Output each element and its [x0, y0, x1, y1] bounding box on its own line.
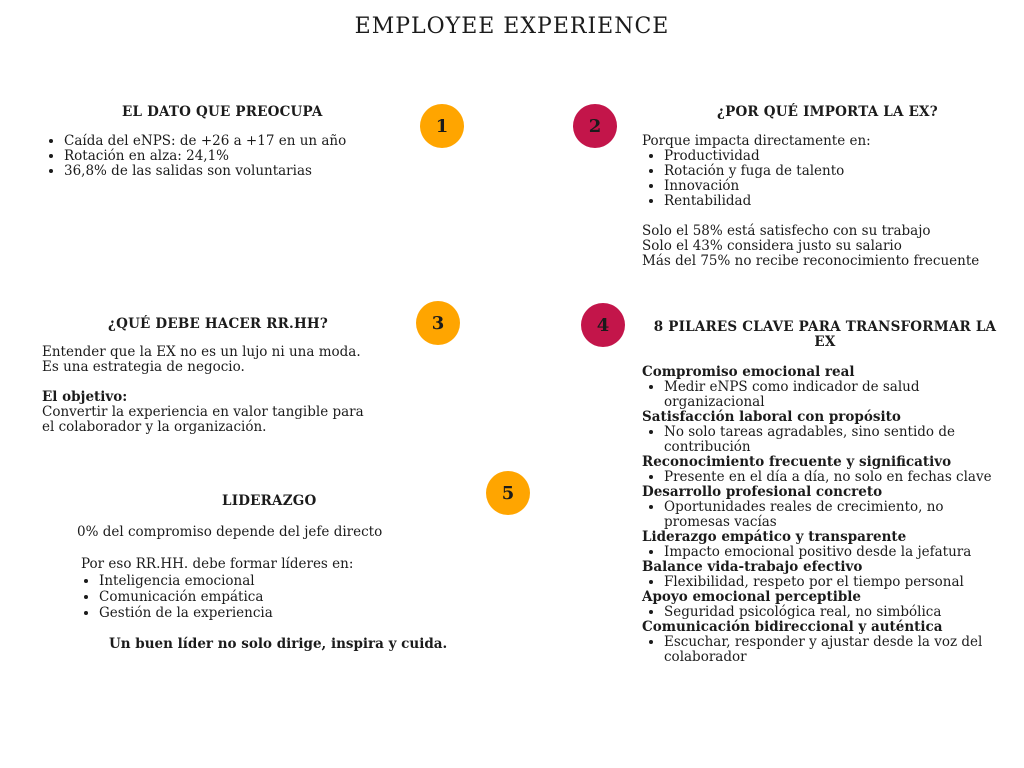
section3-heading: ¿QUÉ DEBE HACER RR.HH?	[108, 316, 328, 332]
section2-body	[642, 134, 1012, 269]
pillar-title: Reconocimiento frecuente y significativo	[642, 454, 952, 470]
stat-line: Solo el 43% considera justo su salario	[642, 238, 902, 254]
pillar-title: Satisfacción laboral con propósito	[642, 409, 901, 425]
objective-label: El objetivo:	[42, 389, 128, 405]
section5-heading: LIDERAZGO	[222, 493, 317, 509]
pillar-title: Balance vida-trabajo efectivo	[642, 559, 863, 575]
pillar-detail: • Medir eNPS como indicador de salud organizacional	[664, 380, 1012, 410]
list-item: • 36,8% de las salidas son voluntarias	[64, 164, 424, 179]
pillar-title: Liderazgo empático y transparente	[642, 529, 907, 545]
badge-1: 1	[420, 104, 464, 148]
pillar-title: Compromiso emocional real	[642, 364, 855, 380]
pillar-detail: • Escuchar, responder y ajustar desde la voz del colaborador	[664, 635, 1012, 665]
pillar-detail: • Seguridad psicológica real, no simbólica	[664, 605, 1012, 620]
list-item: • Comunicación empática	[99, 589, 479, 605]
list-item: • Caída del eNPS: de +26 a +17 en un año	[64, 134, 424, 149]
pillar-item	[642, 560, 1012, 590]
badge-2: 2	[573, 104, 617, 148]
section4-heading: 8 PILARES CLAVE PARA TRANSFORMAR LA EX	[653, 319, 997, 350]
list-item: • Inteligencia emocional	[99, 573, 479, 589]
badge-3: 3	[416, 301, 460, 345]
list-item: • Gestión de la experiencia	[99, 605, 479, 621]
objective-line2: el colaborador y la organización.	[42, 419, 267, 435]
section2-heading: ¿POR QUÉ IMPORTA LA EX?	[717, 104, 938, 120]
stat-line: Solo el 58% está satisfecho con su trabajo	[642, 223, 931, 239]
pillar-title: Desarrollo profesional concreto	[642, 484, 883, 500]
pillar-item	[642, 410, 1012, 455]
objective-line1: Convertir la experiencia en valor tangible para	[42, 404, 364, 420]
list-item: • Rentabilidad	[664, 194, 1012, 209]
list-item: • Innovación	[664, 179, 1012, 194]
pillar-detail: • No solo tareas agradables, sino sentido de contribución	[664, 425, 1012, 455]
badge-5: 5	[486, 471, 530, 515]
pillar-item	[642, 530, 1012, 560]
section3-line1: Entender que la EX no es un lujo ni una moda.	[42, 344, 361, 360]
section5-bullets	[77, 573, 479, 621]
section5-closing: Un buen líder no solo dirige, inspira y cuida.	[109, 636, 448, 652]
pillar-detail: • Impacto emocional positivo desde la jefatura	[664, 545, 1012, 560]
list-item: • Rotación y fuga de talento	[664, 164, 1012, 179]
pillar-detail: • Oportunidades reales de crecimiento, no promesas vacías	[664, 500, 1012, 530]
section1-heading: EL DATO QUE PREOCUPA	[122, 104, 323, 120]
pillar-title: Apoyo emocional perceptible	[642, 589, 861, 605]
pillar-item	[642, 620, 1012, 665]
section3-line2: Es una estrategia de negocio.	[42, 359, 245, 375]
section5-intro: Por eso RR.HH. debe formar líderes en:	[81, 556, 354, 572]
section2-intro: Porque impacta directamente en:	[642, 133, 871, 149]
page-title: EMPLOYEE EXPERIENCE	[354, 14, 670, 39]
list-item: • Rotación en alza: 24,1%	[64, 149, 424, 164]
list-item: • Productividad	[664, 149, 1012, 164]
pillars-list	[642, 365, 1012, 665]
section3-body	[42, 345, 412, 435]
pillar-item	[642, 455, 1012, 485]
section5-stat: 0% del compromiso depende del jefe directo	[77, 524, 383, 540]
badge-4: 4	[581, 303, 625, 347]
pillar-title: Comunicación bidireccional y auténtica	[642, 619, 943, 635]
pillar-detail: • Flexibilidad, respeto por el tiempo personal	[664, 575, 1012, 590]
section1-bullets	[42, 134, 424, 179]
pillar-detail: • Presente en el día a día, no solo en fechas clave	[664, 470, 1012, 485]
stat-line: Más del 75% no recibe reconocimiento frecuente	[642, 253, 980, 269]
pillar-item	[642, 365, 1012, 410]
pillar-item	[642, 485, 1012, 530]
pillar-item	[642, 590, 1012, 620]
